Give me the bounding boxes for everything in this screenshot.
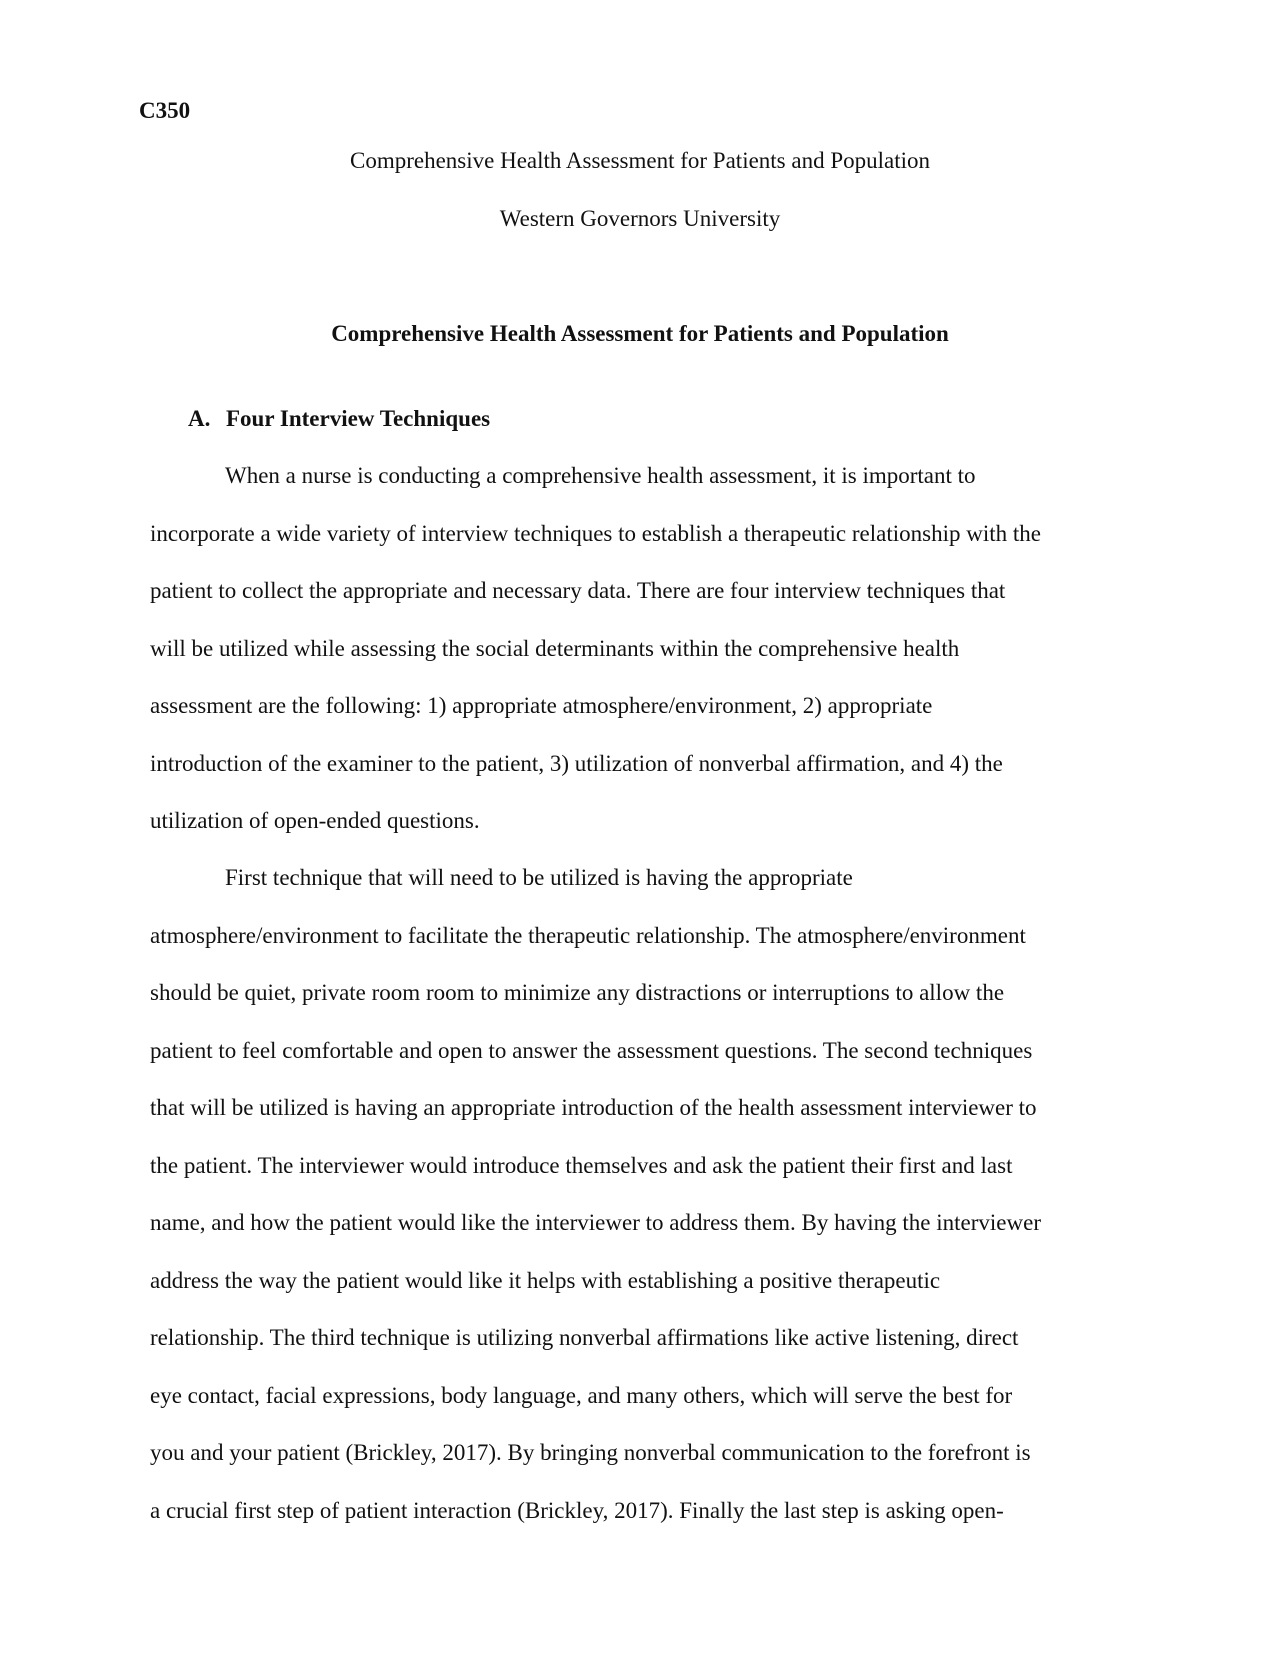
paragraph-line: that will be utilized is having an appropriate introduction of the health assessment interviewer to bbox=[150, 1095, 1037, 1120]
paragraph-line: the patient. The interviewer would introduce themselves and ask the patient their first and last bbox=[150, 1152, 1013, 1178]
paragraph-line: a crucial first step of patient interaction (Brickley, 2017). Finally the last step is asking open- bbox=[150, 1497, 1004, 1523]
paragraph-line: eye contact, facial expressions, body language, and many others, which will serve the best for bbox=[150, 1382, 1013, 1408]
paragraph-line: utilization of open-ended questions. bbox=[150, 808, 480, 833]
section-heading bbox=[188, 404, 490, 434]
paragraph-line: When a nurse is conducting a comprehensive health assessment, it is important to bbox=[225, 463, 976, 488]
paragraph-line: patient to collect the appropriate and necessary data. There are four interview techniques that bbox=[150, 578, 1006, 603]
document-title-line: Comprehensive Health Assessment for Patients and Population bbox=[349, 148, 931, 173]
paragraph-line: address the way the patient would like it helps with establishing a positive therapeutic bbox=[150, 1267, 941, 1293]
paragraph-line: First technique that will need to be utilized is having the appropriate bbox=[225, 865, 853, 890]
paragraph-line: name, and how the patient would like the interviewer to address them. By having the interviewer bbox=[150, 1210, 1041, 1235]
university-name: Western Governors University bbox=[499, 206, 781, 231]
paragraph-line: you and your patient (Brickley, 2017). By bringing nonverbal communication to the forefront is bbox=[150, 1440, 1031, 1465]
section-heading-text: Four Interview Techniques bbox=[226, 406, 491, 431]
course-code: C350 bbox=[139, 98, 191, 123]
paragraph-line: incorporate a wide variety of interview techniques to establish a therapeutic relationship with the bbox=[150, 520, 1041, 546]
paragraph-line: atmosphere/environment to facilitate the therapeutic relationship. The atmosphere/environment bbox=[150, 922, 1026, 948]
paragraph-interview-techniques bbox=[150, 447, 1130, 850]
paragraph-line: introduction of the examiner to the patient, 3) utilization of nonverbal affirmation, and 4) the bbox=[150, 750, 1003, 776]
paragraph-line: patient to feel comfortable and open to answer the assessment questions. The second techniques bbox=[150, 1037, 1033, 1063]
paragraph-line: will be utilized while assessing the social determinants within the comprehensive health bbox=[150, 635, 960, 661]
main-title: Comprehensive Health Assessment for Patients and Population bbox=[331, 321, 949, 346]
paragraph-line: assessment are the following: 1) appropriate atmosphere/environment, 2) appropriate bbox=[150, 693, 933, 718]
paragraph-line: relationship. The third technique is utilizing nonverbal affirmations like active listening, direct bbox=[150, 1325, 1019, 1350]
paragraph-technique-details bbox=[150, 849, 1130, 1539]
section-marker: A. bbox=[188, 406, 211, 431]
paragraph-line: should be quiet, private room room to minimize any distractions or interruptions to allow the bbox=[150, 980, 1005, 1005]
